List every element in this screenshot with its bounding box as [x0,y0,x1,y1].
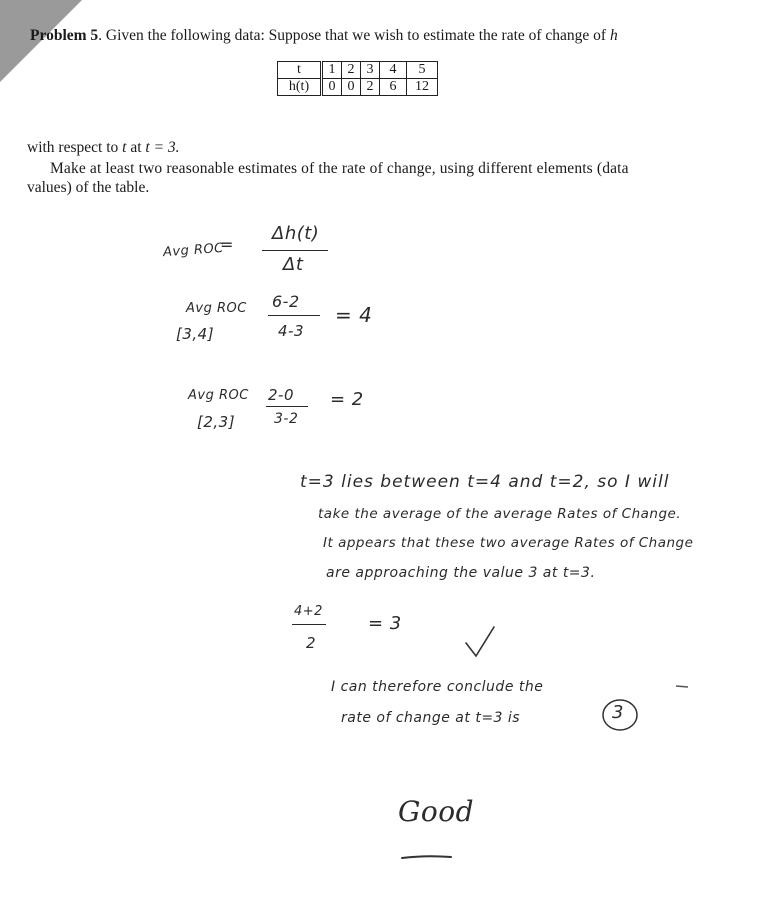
table-cell: 0 [342,79,361,96]
table-cell: 12 [407,79,438,96]
estimate2-numerator: 2-0 [268,386,294,404]
table-cell: 4 [380,62,407,79]
average-result: = 3 [368,613,402,634]
equals-sign: = [220,235,234,254]
explanation-line3: It appears that these two average Rates of Change [323,535,694,551]
eq-t3: t = 3. [145,139,180,156]
conclusion-line2: rate of change at t=3 is [341,710,521,726]
underline-stroke [402,856,451,858]
table-cell: 3 [361,62,380,79]
final-answer: 3 [612,702,624,723]
table-cell: 0 [322,79,342,96]
table-header-t: t [278,62,322,79]
average-denominator: 2 [306,634,317,652]
explanation-line1: t=3 lies between t=4 and t=2, so I will [300,472,670,492]
stray-mark [676,686,688,687]
problem-var-h: h [609,27,618,44]
table-cell: 2 [342,62,361,79]
problem-statement-line4: values) of the table. [27,179,150,196]
explanation-line2: take the average of the average Rates of Change. [318,506,682,522]
estimate2-result: = 2 [330,389,364,410]
conclusion-line1: I can therefore conclude the [331,679,544,695]
problem-number: Problem 5 [30,27,99,44]
problem-statement-line3: Make at least two reasonable estimates of the rate of change, using different elements (data [50,160,629,177]
line2-mid: at [130,139,142,156]
table-cell: 5 [407,62,438,79]
formula-numerator: Δh(t) [272,223,320,244]
average-numerator: 4+2 [294,604,323,619]
checkmark-icon [466,627,494,656]
estimate1-label: Avg ROC [186,301,247,316]
estimate2-denominator: 3-2 [274,411,299,427]
table-cell: 2 [361,79,380,96]
estimate1-result: = 4 [335,303,373,327]
estimate1-denominator: 4-3 [278,322,304,340]
table-cell: 6 [380,79,407,96]
problem-intro: Given the following data: Suppose that we wish to estimate the rate of change of [105,27,607,44]
avg-roc-label: Avg ROC [162,240,225,261]
table-header-h: h(t) [278,79,322,96]
table-cell: 1 [322,62,342,79]
estimate2-interval: [2,3] [197,413,236,431]
estimate2-label: Avg ROC [188,388,249,403]
estimate1-numerator: 6-2 [272,292,300,311]
var-t: t [122,139,127,156]
line2-text: with respect to [27,139,119,156]
problem-statement-line1: Problem 5. Given the following data: Suppose that we wish to estimate the rate of change of h [30,27,618,44]
grader-comment: Good [398,795,475,828]
estimate1-interval: [3,4] [176,325,215,343]
explanation-line4: are approaching the value 3 at t=3. [326,565,596,581]
formula-denominator: Δt [283,254,304,275]
